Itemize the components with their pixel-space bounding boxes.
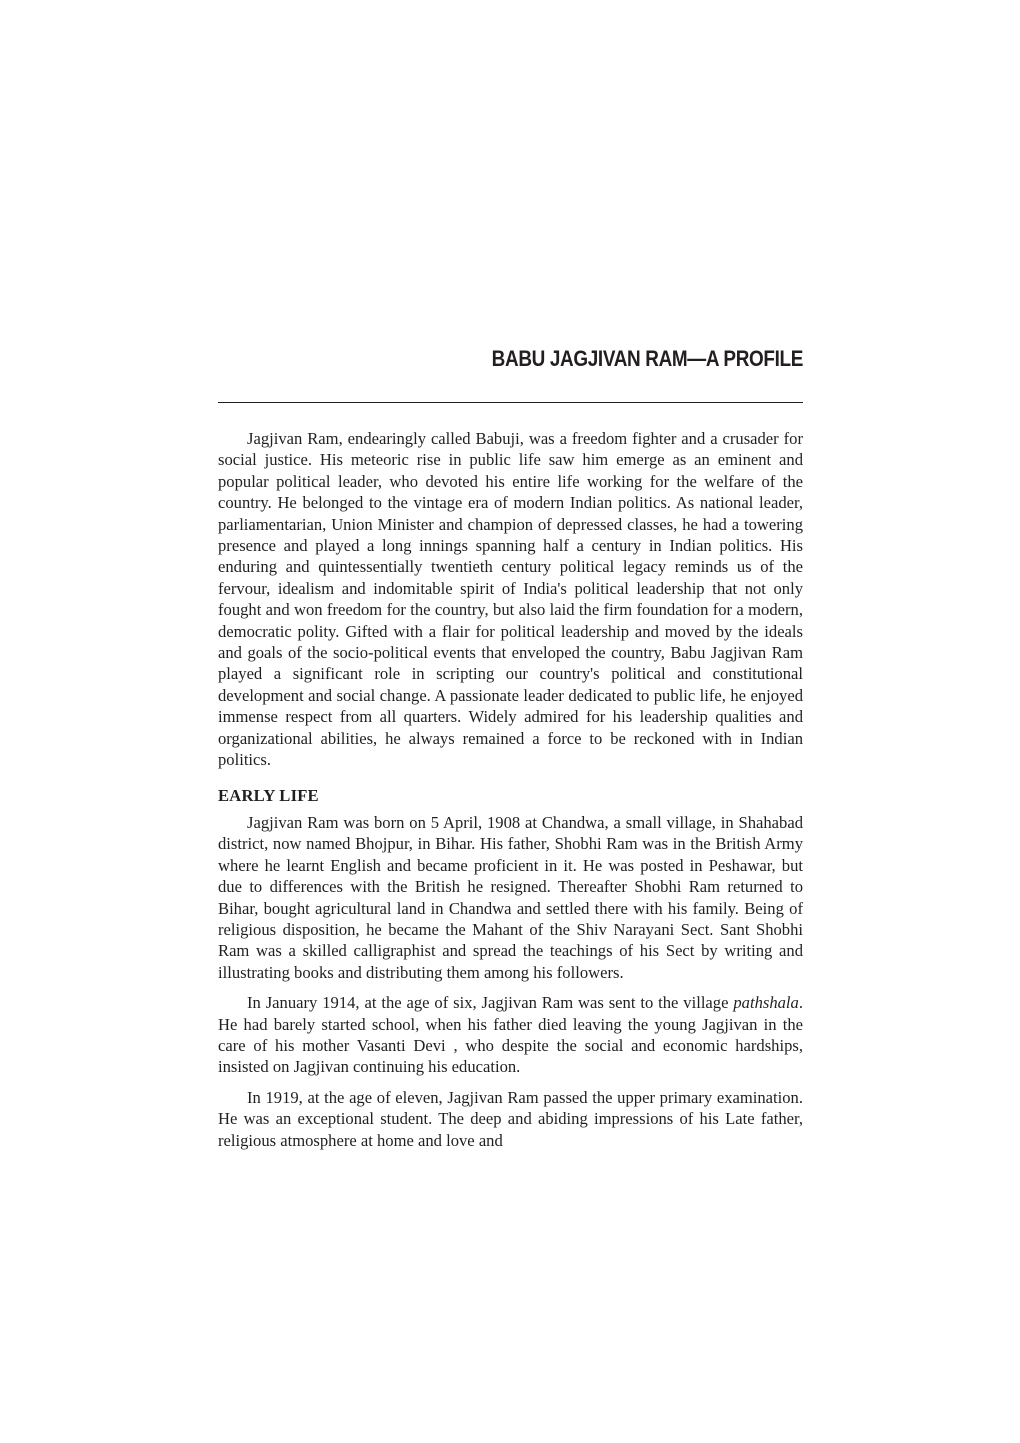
early-life-paragraph-2: [218, 992, 803, 1078]
intro-paragraph: Jagjivan Ram, endearingly called Babuji, was a freedom fighter and a crusader for social justice. His meteoric rise in public life saw him emerge as an eminent and popular political leader, who devoted his entire life working for the welfare of the country. He belonged to the vintage era of modern Indian politics. As national leader, parliamentarian, Union Minister and champion of depressed classes, he had a towering presence and played a long innings spanning half a century in Indian politics. His enduring and quintessentially twentieth century political legacy reminds us of the fervour, idealism and indomitable spirit of India's political leadership that not only fought and won freedom for the country, but also laid the firm foundation for a modern, democratic polity. Gifted with a flair for political leadership and moved by the ideals and goals of the socio-political events that enveloped the country, Babu Jagjivan Ram played a significant role in scripting our country's political and constitutional development and social change. A passionate leader dedicated to public life, he enjoyed immense respect from all quarters. Widely admired for his leadership qualities and organizational abilities, he always remained a force to be reckoned with in Indian politics.: [218, 429, 803, 770]
paragraph-text: . He had barely started school, when his father died leaving the young Jagjivan in the care of his mother Vasanti Devi , who despite the social and economic hardships, insisted on Jagjivan continuing his education.: [218, 993, 803, 1077]
section-heading: EARLY LIFE: [218, 785, 319, 805]
italic-term: pathshala: [733, 993, 799, 1013]
title-divider: [218, 402, 803, 403]
early-life-paragraph-3: In 1919, at the age of eleven, Jagjivan Ram passed the upper primary examination. He was an exceptional student. The deep and abiding impressions of his Late father, religious atmosphere at home and love and: [218, 1087, 803, 1150]
paragraph-text: In January 1914, at the age of six, Jagjivan Ram was sent to the village: [247, 993, 734, 1013]
chapter-title: BABU JAGJIVAN RAM—A PROFILE: [491, 346, 803, 371]
chapter-body: [218, 428, 803, 1151]
early-life-paragraph-1: Jagjivan Ram was born on 5 April, 1908 at Chandwa, a small village, in Shahabad district, now named Bhojpur, in Bihar. His father, Shobhi Ram was in the British Army where he learnt English and became proficient in it. He was posted in Peshawar, but due to differences with the British he resigned. Thereafter Shobhi Ram returned to Bihar, bought agricultural land in Chandwa and settled there with his family. Being of religious disposition, he became the Mahant of the Shiv Narayani Sect. Sant Shobhi Ram was a skilled calligraphist and spread the teachings of his Sect by writing and illustrating books and distributing them among his followers.: [218, 812, 803, 982]
